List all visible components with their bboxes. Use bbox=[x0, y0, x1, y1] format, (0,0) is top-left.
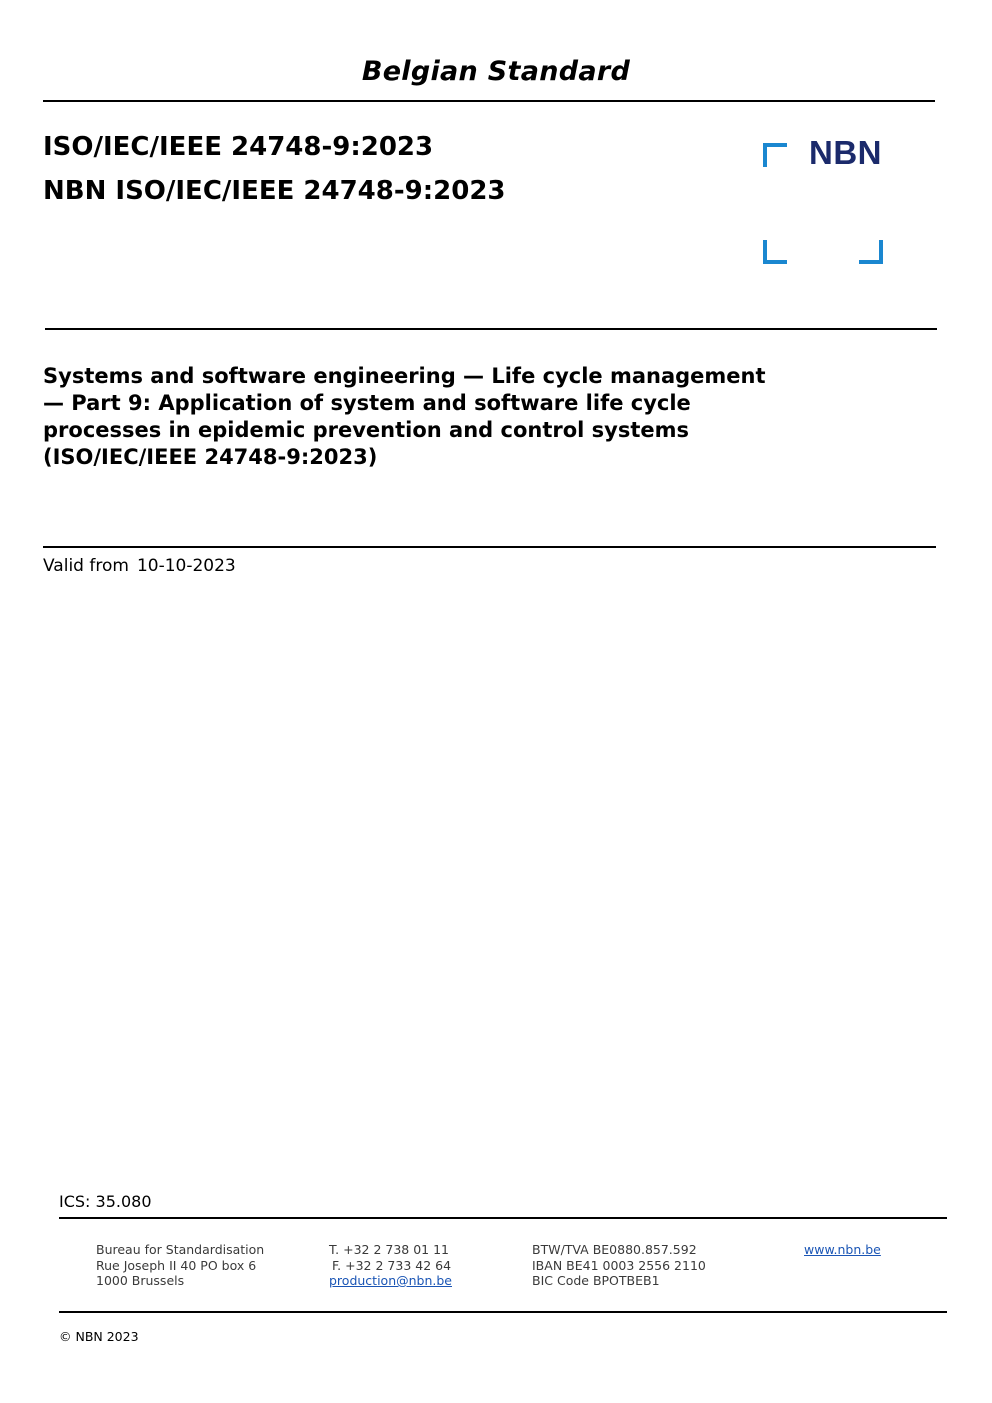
page-header-title: Belgian Standard bbox=[361, 56, 631, 87]
footer-bottom-divider bbox=[59, 1311, 947, 1313]
copyright-notice: © NBN 2023 bbox=[59, 1329, 139, 1344]
footer-address bbox=[96, 1242, 264, 1289]
footer-contact bbox=[329, 1242, 452, 1289]
nbn-standard-code: NBN ISO/IEC/IEEE 24748-9:2023 bbox=[43, 176, 506, 206]
vat-number: BTW/TVA BE0880.857.592 bbox=[532, 1242, 697, 1257]
document-title-line: (ISO/IEC/IEEE 24748-9:2023) bbox=[43, 445, 378, 469]
bic-code: BIC Code BPOTBEB1 bbox=[532, 1273, 660, 1288]
address-line: Bureau for Standardisation bbox=[96, 1242, 265, 1257]
fax-number: F. +32 2 733 42 64 bbox=[332, 1257, 452, 1273]
document-title bbox=[43, 363, 883, 471]
title-bottom-divider bbox=[43, 546, 936, 548]
footer-bank bbox=[532, 1242, 706, 1289]
logo-corner-top-left bbox=[763, 143, 787, 167]
footer-top-divider bbox=[59, 1217, 947, 1219]
document-title-line: — Part 9: Application of system and software life cycle bbox=[43, 391, 691, 415]
valid-from bbox=[43, 556, 236, 576]
header-divider bbox=[43, 100, 935, 102]
logo-corner-bottom-left bbox=[763, 240, 787, 264]
document-title-line: Systems and software engineering — Life cycle management bbox=[43, 364, 766, 388]
iban-number: IBAN BE41 0003 2556 2110 bbox=[532, 1257, 706, 1273]
footer-website bbox=[804, 1242, 881, 1258]
ics-code: ICS: 35.080 bbox=[59, 1192, 152, 1211]
valid-from-date: 10-10-2023 bbox=[136, 556, 236, 576]
address-line: 1000 Brussels bbox=[96, 1273, 185, 1288]
logo-corner-bottom-right bbox=[859, 240, 883, 264]
title-top-divider bbox=[45, 328, 937, 330]
email-link[interactable]: production@nbn.be bbox=[329, 1273, 452, 1288]
document-title-line: processes in epidemic prevention and control systems bbox=[43, 418, 690, 442]
nbn-logo-text: NBN bbox=[809, 134, 882, 171]
valid-from-label: Valid from bbox=[43, 556, 129, 576]
address-line: Rue Joseph II 40 PO box 6 bbox=[96, 1257, 257, 1273]
iso-standard-code: ISO/IEC/IEEE 24748-9:2023 bbox=[43, 132, 434, 162]
phone-number: T. +32 2 738 01 11 bbox=[329, 1242, 449, 1257]
website-link[interactable]: www.nbn.be bbox=[804, 1242, 881, 1257]
